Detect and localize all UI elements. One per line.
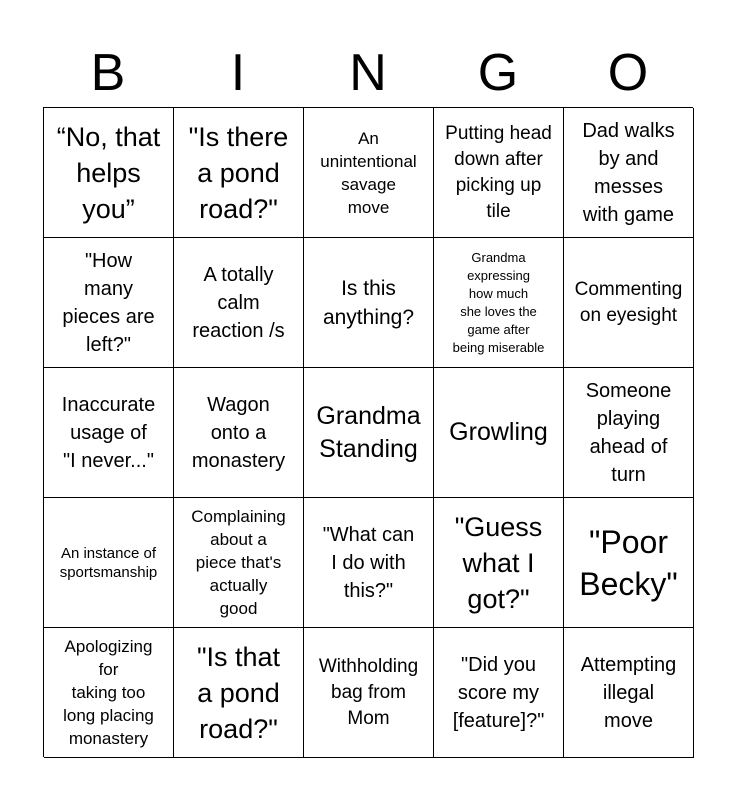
bingo-cell[interactable] xyxy=(44,368,174,498)
cell-text: Withholding bag from Mom xyxy=(318,655,419,729)
cell-text: An instance of sportsmanship xyxy=(59,544,158,581)
cell-text: Growling xyxy=(449,418,548,446)
bingo-cell[interactable] xyxy=(44,628,174,758)
bingo-cell[interactable] xyxy=(564,108,694,238)
cell-text: Commenting on eyesight xyxy=(574,278,683,326)
bingo-cell[interactable] xyxy=(434,498,564,628)
bingo-cell[interactable] xyxy=(44,498,174,628)
cell-text: “No, that helps you” xyxy=(56,121,161,224)
cell-text: Is this anything? xyxy=(322,276,415,329)
bingo-cell[interactable] xyxy=(564,238,694,368)
bingo-cell[interactable] xyxy=(304,238,434,368)
bingo-cell[interactable] xyxy=(44,108,174,238)
cell-text: Putting head down after picking up tile xyxy=(445,122,552,222)
cell-text: Apologizing for taking too long placing monastery xyxy=(63,637,154,748)
bingo-cell[interactable] xyxy=(564,368,694,498)
cell-text: Dad walks by and messes with game xyxy=(582,119,675,226)
bingo-header xyxy=(43,40,693,106)
cell-text: An unintentional savage move xyxy=(320,128,417,217)
bingo-cell[interactable] xyxy=(174,628,304,758)
cell-text: "Is that a pond road?" xyxy=(196,641,281,744)
bingo-cell[interactable] xyxy=(174,108,304,238)
bingo-cell[interactable] xyxy=(304,498,434,628)
cell-text: A totally calm reaction /s xyxy=(192,263,285,342)
bingo-grid xyxy=(43,107,693,757)
bingo-cell[interactable] xyxy=(434,628,564,758)
cell-text: Someone playing ahead of turn xyxy=(585,379,672,486)
bingo-cell[interactable] xyxy=(304,108,434,238)
cell-text: "How many pieces are left?" xyxy=(62,249,155,356)
header-letter-b: B xyxy=(90,44,126,102)
bingo-cell[interactable] xyxy=(174,498,304,628)
bingo-cell[interactable] xyxy=(434,368,564,498)
header-letter-n: N xyxy=(349,44,387,102)
cell-text: Grandma expressing how much she loves the game after being miserable xyxy=(452,249,545,355)
bingo-cell[interactable] xyxy=(434,238,564,368)
bingo-cell[interactable] xyxy=(564,628,694,758)
bingo-cell[interactable] xyxy=(174,238,304,368)
header-letter-g: G xyxy=(477,44,519,102)
cell-text: Attempting illegal move xyxy=(580,653,677,732)
cell-text: "Guess what I got?" xyxy=(454,511,543,614)
cell-text: Complaining about a piece that's actually good xyxy=(191,507,286,618)
cell-text: "What can I do with this?" xyxy=(322,523,415,602)
cell-text: Grandma Standing xyxy=(316,401,421,463)
bingo-cell[interactable] xyxy=(304,368,434,498)
bingo-cell[interactable] xyxy=(304,628,434,758)
cell-text: Wagon onto a monastery xyxy=(191,393,286,472)
cell-text: "Is there a pond road?" xyxy=(188,121,289,224)
header-letter-i: I xyxy=(230,44,246,102)
bingo-cell[interactable] xyxy=(434,108,564,238)
cell-text: Inaccurate usage of "I never..." xyxy=(61,393,156,472)
bingo-cell[interactable] xyxy=(44,238,174,368)
bingo-cell[interactable] xyxy=(174,368,304,498)
header-letter-o: O xyxy=(607,44,649,102)
cell-text: "Did you score my [feature]?" xyxy=(452,653,545,732)
cell-text: "Poor Becky" xyxy=(579,523,678,602)
bingo-cell[interactable] xyxy=(564,498,694,628)
